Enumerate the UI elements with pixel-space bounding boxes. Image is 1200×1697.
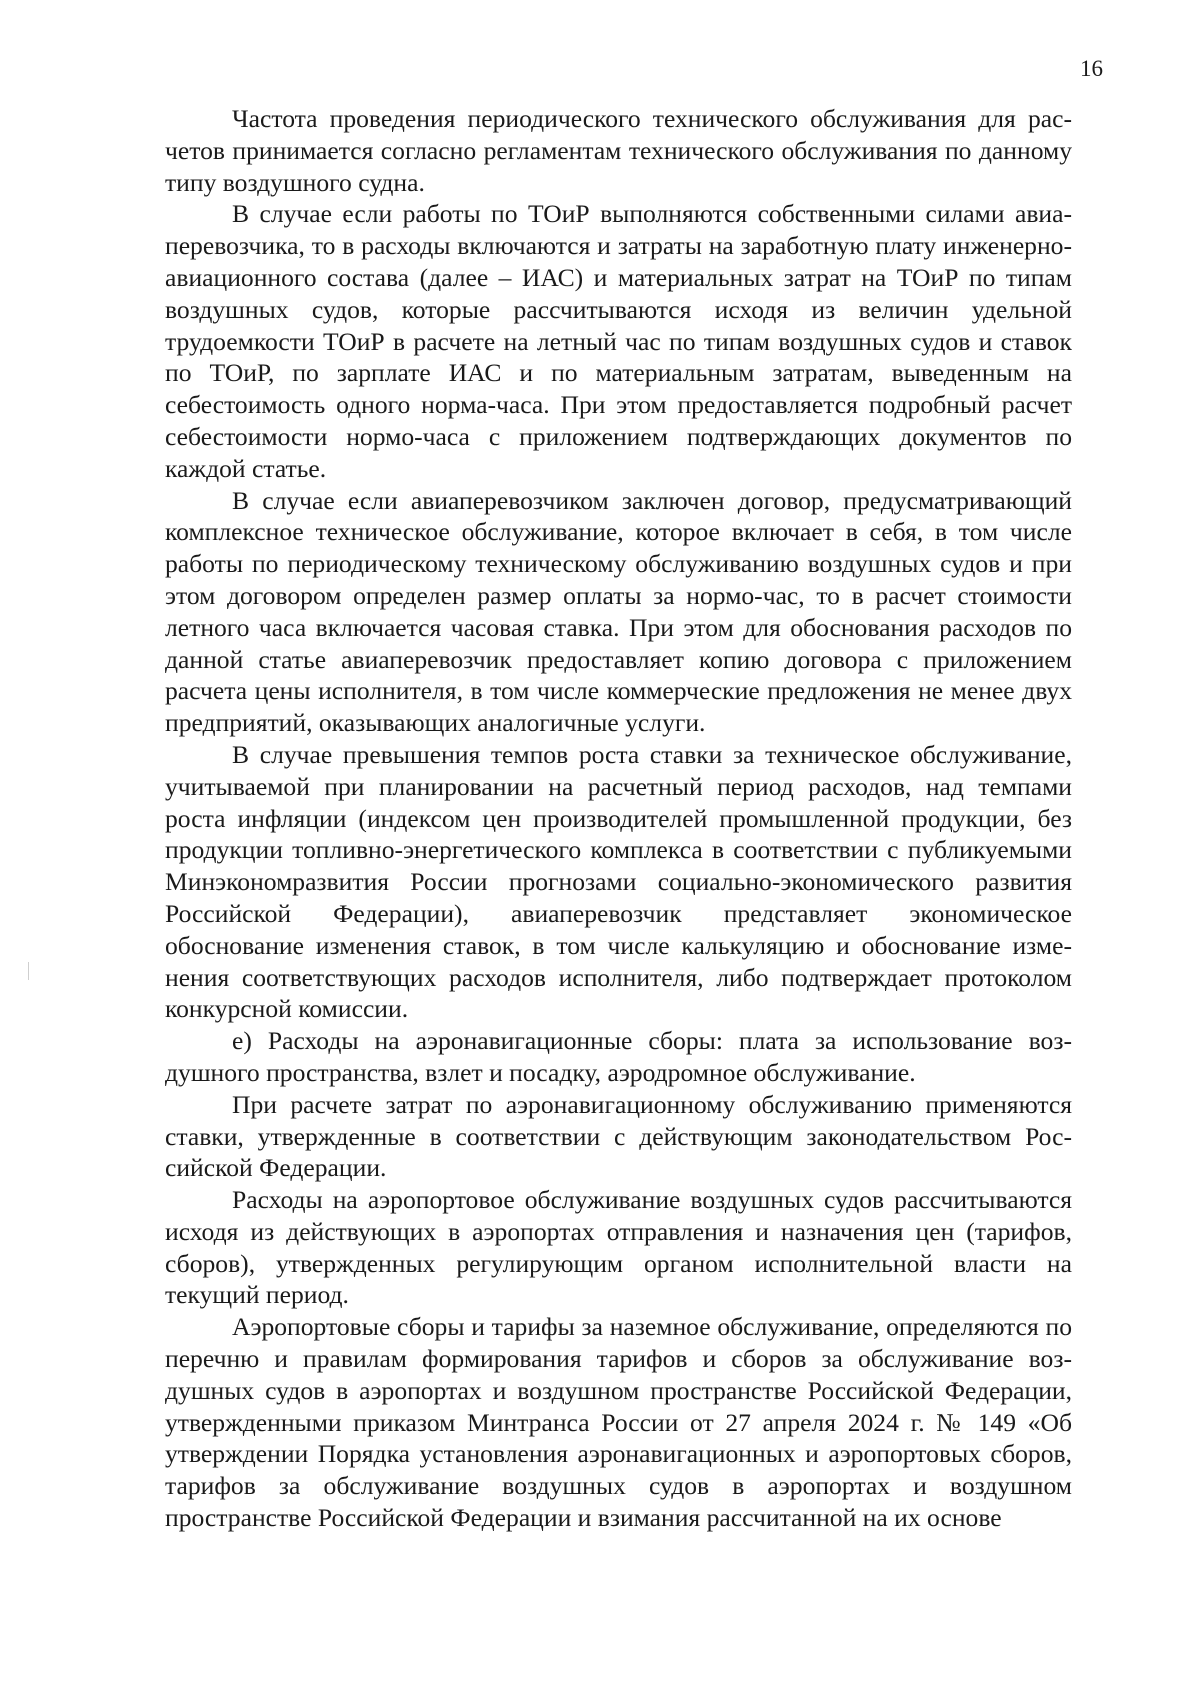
paragraph-air-navigation-fees: е) Расходы на аэронавигационные сборы: плата за использование воздушного пространства, взлет и посадку, аэродромное обслуживание.	[165, 1026, 1072, 1087]
body-text	[165, 103, 1072, 1534]
paragraph-own-maintenance-costs: В случае если работы по ТОиР выполняются собственными силами авиаперевозчика, то в расходы включаются и затраты на заработную плату инженерно-авиационного состава (далее – ИАС) и материальных затрат на ТОиР по типам воздушных судов, которые рассчитываются исходя из величин удельной трудоемкости ТОиР в расчете на летный час по типам воздушных судов и ставок по ТОиР, по зарплате ИАС и по материальным затратам, выведенным на себестоимость одного норма-часа. При этом предоставляется подробный расчет себестоимости нормо-часа с приложением подтверждающих документов по каждой статье.	[165, 199, 1072, 483]
paragraph-airport-charges-order: Аэропортовые сборы и тарифы за наземное обслуживание, определяются по перечню и правилам формирования тарифов и сборов за обслуживание воздушных судов в аэропортах и воздушном пространстве Российской Федерации, утвержденными приказом Минтранса России от 27 апреля 2024 г. № 149 «Об утверждении Порядка установления аэронавигационных и аэропортовых сборов, тарифов за обслуживание воздушных судов в аэропортах и воздушном пространстве Российской Федерации и взимания рассчитанной на их основе	[165, 1312, 1072, 1533]
page-number: 16	[1080, 56, 1103, 81]
paragraph-airport-service-costs: Расходы на аэропортовое обслуживание воздушных судов рассчитываются исходя из действующих в аэропортах отправления и назначения цен (тарифов, сборов), утвержденных регулирующим органом исполнительной власти на текущий период.	[165, 1185, 1072, 1310]
paragraph-rate-increase: В случае превышения темпов роста ставки за техническое обслуживание, учитываемой при планировании на расчетный период расходов, над темпами роста инфляции (индексом цен производителей промышленной продукции, без продукции топливно-энергетического комплекса в соответствии с публикуемыми Минэкономразвития России прогнозами социально-экономического развития Российской Федерации), авиаперевозчик представляет экономическое обоснование изменения ставок, в том числе калькуляцию и обоснование изменения соответствующих расходов исполнителя, либо подтверждает протоколом конкурсной комиссии.	[165, 739, 1072, 1024]
scan-artifact-line	[28, 962, 29, 980]
paragraph-maintenance-contract: В случае если авиаперевозчиком заключен договор, предусматривающий комплексное техническое обслуживание, которое включает в себя, в том числе работы по периодическому техническому обслуживанию воздушных судов и при этом договором определен размер оплаты за нормо-час, то в расчет стоимости летного часа включается часовая ставка. При этом для обоснования расходов по данной статье авиаперевозчик предоставляет копию договора с приложением расчета цены исполнителя, в том числе коммерческие предложения не менее двух предприятий, оказывающих аналогичные услуги.	[165, 485, 1072, 738]
paragraph-air-navigation-rates: При расчете затрат по аэронавигационному обслуживанию применяются ставки, утвержденные в соответствии с действующим законодательством Российской Федерации.	[165, 1089, 1072, 1183]
paragraph-maintenance-frequency: Частота проведения периодического технического обслуживания для расчетов принимается согласно регламентам технического обслуживания по данному типу воздушного судна.	[165, 104, 1072, 197]
